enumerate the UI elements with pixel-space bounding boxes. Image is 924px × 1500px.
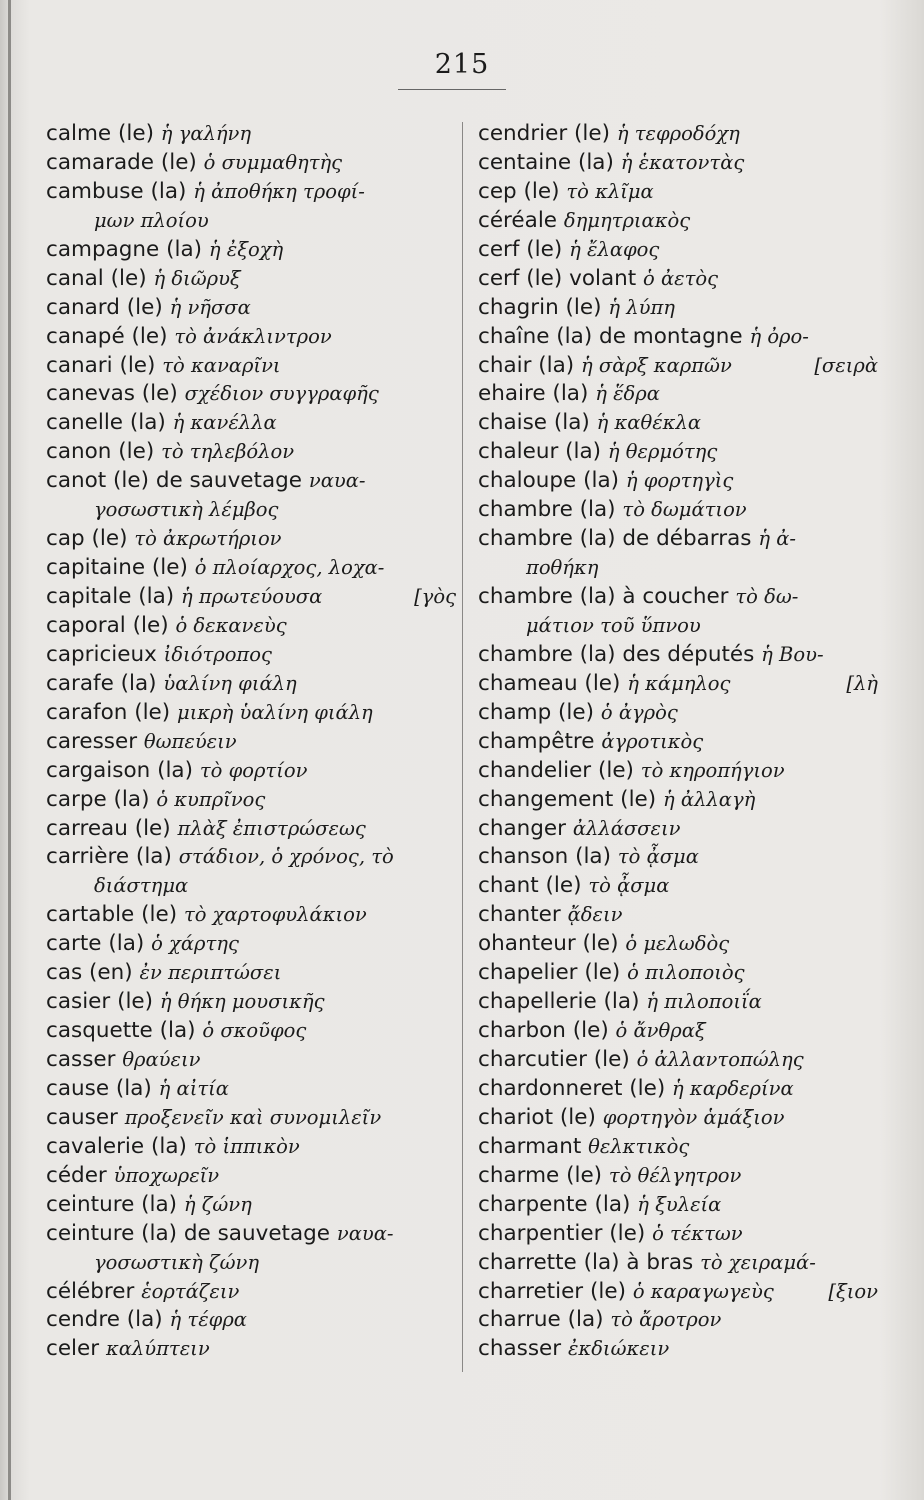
- greek-translation: ἐν περιπτώσει: [139, 961, 282, 985]
- greek-translation: ἀγροτικὸς: [601, 729, 704, 753]
- french-term: chaleur (la): [478, 439, 602, 465]
- greek-translation: ἡ ἐξοχὴ: [208, 237, 284, 261]
- greek-translation: ὁ συμμαθητὴς: [203, 150, 343, 174]
- greek-translation: ἡ διῶρυξ: [153, 266, 241, 290]
- greek-translation: ἡ σὰρξ καρπῶν: [581, 353, 732, 377]
- book-spine-shadow: [8, 0, 11, 1500]
- french-term: chambre (la) à coucher: [478, 584, 729, 609]
- header-rule: [398, 89, 506, 90]
- entry-continuation: [478, 612, 878, 641]
- french-term: chaîne (la) de montagne: [478, 323, 743, 349]
- greek-translation: ἡ καθέκλα: [596, 411, 701, 435]
- greek-translation: ἡ ξυλεία: [637, 1192, 722, 1216]
- french-term: chambre (la) des députés: [478, 641, 755, 667]
- french-term: charme (le): [478, 1162, 603, 1188]
- greek-translation: πλὰξ ἐπιστρώσεως: [177, 816, 366, 840]
- dictionary-entry: [478, 149, 878, 178]
- french-term: canari (le): [46, 352, 156, 378]
- french-term: casier (le): [46, 989, 154, 1015]
- french-term: chaloupe (la): [478, 468, 620, 494]
- dictionary-entry: [46, 901, 456, 930]
- french-term: cavalerie (la): [46, 1133, 187, 1159]
- french-term: céder: [46, 1162, 107, 1188]
- french-term: changer: [478, 815, 566, 841]
- dictionary-entry: [46, 294, 456, 323]
- french-term: canard (le): [46, 294, 163, 320]
- dictionary-entry: [478, 786, 878, 815]
- greek-translation: τὸ κηροπήγιον: [640, 758, 785, 782]
- dictionary-entry: [46, 757, 456, 786]
- french-term: chair (la): [478, 352, 575, 378]
- dictionary-entry: [46, 265, 456, 294]
- greek-translation: ἡ ἔλαφος: [569, 237, 660, 261]
- french-term: carpe (la): [46, 786, 150, 812]
- french-term: cambuse (la): [46, 178, 187, 204]
- french-term: chariot (le): [478, 1104, 596, 1130]
- greek-translation: ὁ τέκτων: [652, 1221, 743, 1245]
- greek-translation: ποθήκη: [526, 556, 599, 580]
- french-term: centaine (la): [478, 149, 614, 175]
- greek-translation: ὁ κυπρῖνος: [156, 787, 266, 811]
- french-term: chambre (la): [478, 497, 616, 523]
- greek-translation: ἡ Βου-: [761, 642, 824, 666]
- french-term: ehaire (la): [478, 381, 589, 407]
- french-term: canapé (le): [46, 323, 168, 349]
- greek-translation: ἡ τεφροδόχη: [616, 122, 740, 145]
- dictionary-entry: [478, 236, 878, 265]
- dictionary-entry: [478, 815, 878, 844]
- greek-translation: ὁ καραγωγεὺς: [632, 1279, 774, 1303]
- french-term: cep (le): [478, 178, 560, 204]
- greek-translation: ὁ πιλοποιὸς: [627, 961, 745, 985]
- dictionary-entry: [46, 641, 456, 670]
- french-term: canelle (la): [46, 410, 166, 436]
- greek-translation: ὁ σκοῦφος: [202, 1019, 307, 1043]
- greek-translation: τὸ δωμάτιον: [622, 498, 747, 522]
- dictionary-entry: [478, 1133, 878, 1162]
- entry-continuation: [46, 207, 456, 236]
- french-term: charpente (la): [478, 1191, 631, 1217]
- french-term: cerf (le) volant: [478, 265, 637, 291]
- dictionary-entry: [478, 1046, 878, 1075]
- greek-translation: ἡ κάμηλος: [627, 671, 731, 695]
- greek-translation: ὁ δεκανεὺς: [175, 613, 287, 637]
- french-term: charrette (la) à bras: [478, 1249, 694, 1275]
- greek-translation: τὸ φορτίον: [199, 758, 308, 782]
- dictionary-entry: [46, 1046, 456, 1075]
- french-term: changement (le): [478, 786, 657, 812]
- greek-translation: ὁ χάρτης: [151, 932, 239, 956]
- greek-translation: ἡ ἀποθήκη τροφί-: [193, 179, 365, 203]
- dictionary-entry: [478, 409, 878, 438]
- greek-translation: τὸ ᾆσμα: [617, 845, 699, 869]
- dictionary-entry: [46, 323, 456, 352]
- dictionary-entry: [478, 1306, 878, 1335]
- carryover-fragment: [ξιον: [828, 1279, 878, 1303]
- french-term: calme (le): [46, 121, 154, 146]
- dictionary-entry: [478, 1278, 878, 1307]
- greek-translation: ἡ τέφρα: [169, 1308, 247, 1332]
- dictionary-entry: [46, 612, 456, 641]
- dictionary-entry: [478, 467, 878, 496]
- french-term: cas (en): [46, 960, 133, 986]
- greek-translation: ᾄδειν: [567, 903, 623, 927]
- dictionary-entry: [46, 728, 456, 757]
- french-term: carafon (le): [46, 699, 171, 725]
- greek-translation: διάστημα: [94, 874, 189, 898]
- greek-translation: ἡ γαλήνη: [160, 122, 252, 145]
- french-term: casquette (la): [46, 1018, 196, 1044]
- greek-translation: τὸ δω-: [735, 585, 799, 608]
- greek-translation: θραύειν: [122, 1048, 201, 1071]
- greek-translation: ὁ ἀετὸς: [643, 266, 719, 290]
- greek-translation: ἡ καρδερίνα: [672, 1076, 794, 1100]
- entry-continuation: [46, 1249, 456, 1278]
- dictionary-entry: [478, 496, 878, 525]
- french-term: champêtre: [478, 728, 595, 754]
- greek-translation: θωπεύειν: [143, 729, 237, 753]
- carryover-fragment: [λὴ: [846, 671, 878, 695]
- french-term: carte (la): [46, 931, 145, 957]
- dictionary-entry: [478, 1017, 878, 1046]
- greek-translation: ἰδιότροπος: [163, 642, 272, 666]
- dictionary-entry: [478, 525, 878, 554]
- french-term: charcutier (le): [478, 1047, 630, 1072]
- french-term: célébrer: [46, 1278, 135, 1304]
- french-term: charbon (le): [478, 1018, 609, 1044]
- french-term: champ (le): [478, 699, 595, 725]
- dictionary-entry: [46, 1335, 456, 1364]
- dictionary-entry: [46, 1104, 456, 1133]
- dictionary-entry: [478, 1191, 878, 1220]
- french-term: cargaison (la): [46, 757, 193, 783]
- greek-translation: ἡ ζώνη: [183, 1192, 252, 1216]
- french-term: carrière (la): [46, 844, 172, 870]
- dictionary-entry: [46, 583, 456, 612]
- greek-translation: ἡ θήκη μουσικῆς: [159, 990, 325, 1014]
- dictionary-entry: [478, 1249, 878, 1278]
- greek-translation: θελκτικὸς: [588, 1134, 690, 1158]
- greek-translation: ἑορτάζειν: [141, 1279, 240, 1303]
- french-term: chaise (la): [478, 410, 590, 436]
- greek-translation: τὸ τηλεβόλον: [161, 440, 295, 464]
- greek-translation: ἡ φορτηγὶς: [625, 469, 734, 493]
- french-term: camarade (le): [46, 149, 197, 175]
- french-term: ohanteur (le): [478, 931, 619, 957]
- page-number: 215: [434, 49, 490, 80]
- french-term: chapellerie (la): [478, 989, 640, 1015]
- dictionary-entry: [46, 438, 456, 467]
- french-term: caresser: [46, 728, 138, 754]
- entry-continuation: [478, 554, 878, 583]
- dictionary-entry: [478, 265, 878, 294]
- dictionary-entry: [478, 323, 878, 352]
- greek-translation: ὁ ἀγρὸς: [600, 700, 678, 724]
- greek-translation: καλύπτειν: [105, 1337, 210, 1361]
- greek-translation: ἡ ἕδρα: [595, 382, 660, 406]
- column-divider: [462, 122, 463, 1372]
- french-term: cendrier (le): [478, 121, 611, 146]
- french-term: cendre (la): [46, 1307, 163, 1333]
- greek-translation: τὸ ἱππικὸν: [193, 1134, 300, 1158]
- greek-translation: δημητριακὸς: [563, 208, 691, 232]
- dictionary-entry: [46, 380, 456, 409]
- french-term: cerf (le): [478, 236, 563, 262]
- greek-translation: στάδιον, ὁ χρόνος, τὸ: [178, 845, 394, 869]
- greek-translation: ἡ θερμότης: [607, 440, 718, 464]
- dictionary-entry: [46, 1278, 456, 1307]
- greek-translation: ἡ ἑκατοντὰς: [620, 150, 745, 174]
- dictionary-entry: [478, 294, 878, 323]
- dictionary-entry: [478, 380, 878, 409]
- dictionary-entry: [46, 815, 456, 844]
- greek-translation: ὁ ἀλλαντοπώλης: [636, 1048, 804, 1071]
- greek-translation: τὸ ἀνάκλιντρον: [174, 324, 332, 348]
- dictionary-entry: [46, 554, 456, 583]
- dictionary-entry: [46, 1220, 456, 1249]
- greek-translation: ἡ πρωτεύουσα: [181, 585, 323, 608]
- carryover-fragment: [σειρὰ: [814, 353, 878, 377]
- french-term: charmant: [478, 1133, 582, 1159]
- french-term: caporal (le): [46, 612, 169, 638]
- greek-translation: τὸ καναρῖνι: [162, 353, 281, 377]
- dictionary-entry: [478, 699, 878, 728]
- dictionary-entry: [478, 728, 878, 757]
- dictionary-entry: [46, 1162, 456, 1191]
- greek-translation: μάτιον τοῦ ὕπνου: [526, 613, 701, 637]
- right-column: [478, 120, 878, 1364]
- french-term: canon (le): [46, 439, 155, 465]
- dictionary-entry: [46, 120, 456, 149]
- french-term: ceinture (la) de sauvetage: [46, 1220, 331, 1246]
- dictionary-entry: [478, 1220, 878, 1249]
- greek-translation: τὸ ἀκρωτήριον: [134, 527, 282, 551]
- french-term: canal (le): [46, 265, 147, 291]
- dictionary-entry: [46, 525, 456, 554]
- french-term: campagne (la): [46, 236, 203, 262]
- dictionary-entry: [478, 930, 878, 959]
- greek-translation: ναυα-: [308, 469, 366, 493]
- french-term: causer: [46, 1104, 118, 1130]
- french-term: ceinture (la): [46, 1191, 178, 1217]
- greek-translation: τὸ θέλγητρον: [608, 1163, 742, 1187]
- dictionary-entry: [46, 236, 456, 265]
- greek-translation: ναυα-: [336, 1221, 394, 1245]
- greek-translation: τὸ κλῖμα: [566, 179, 654, 203]
- greek-translation: τὸ ᾆσμα: [588, 874, 670, 898]
- french-term: celer: [46, 1336, 100, 1362]
- dictionary-entry: [478, 352, 878, 381]
- french-term: chardonneret (le): [478, 1075, 666, 1101]
- dictionary-entry: [46, 409, 456, 438]
- french-term: chagrin (le): [478, 294, 602, 320]
- entry-continuation: [46, 496, 456, 525]
- greek-translation: γοσωστικὴ λέμβος: [94, 498, 279, 522]
- dictionary-entry: [478, 959, 878, 988]
- french-term: chant (le): [478, 873, 582, 899]
- dictionary-entry: [478, 843, 878, 872]
- dictionary-entry: [478, 641, 878, 670]
- french-term: canevas (le): [46, 381, 178, 407]
- dictionary-entry: [478, 901, 878, 930]
- greek-translation: ὁ ἄνθραξ: [615, 1019, 706, 1043]
- french-term: chambre (la) de débarras: [478, 526, 752, 552]
- french-term: capitale (la): [46, 584, 175, 609]
- greek-translation: μικρὴ ὑαλίνη φιάλη: [177, 700, 373, 724]
- dictionary-entry: [46, 1133, 456, 1162]
- dictionary-entry: [46, 1017, 456, 1046]
- dictionary-entry: [478, 178, 878, 207]
- french-term: céréale: [478, 207, 558, 233]
- dictionary-entry: [46, 1191, 456, 1220]
- dictionary-entry: [478, 120, 878, 149]
- dictionary-entry: [478, 1104, 878, 1133]
- dictionary-entry: [478, 438, 878, 467]
- greek-translation: σχέδιον συγγραφῆς: [184, 382, 379, 406]
- dictionary-entry: [46, 670, 456, 699]
- greek-translation: ἡ ἀ-: [758, 527, 796, 551]
- carryover-fragment: [γὸς: [414, 585, 456, 608]
- dictionary-entry: [46, 988, 456, 1017]
- dictionary-entry: [46, 959, 456, 988]
- dictionary-entry: [478, 988, 878, 1017]
- dictionary-entry: [478, 583, 878, 612]
- left-column: [46, 120, 456, 1364]
- french-term: charrue (la): [478, 1307, 604, 1333]
- dictionary-entry: [46, 699, 456, 728]
- dictionary-entry: [46, 178, 456, 207]
- greek-translation: ἡ πιλοποιΐα: [646, 990, 762, 1014]
- french-term: chandelier (le): [478, 757, 634, 783]
- greek-translation: ὁ πλοίαρχος, λοχα-: [194, 556, 385, 580]
- greek-translation: ἡ κανέλλα: [172, 411, 277, 435]
- dictionary-entry: [46, 149, 456, 178]
- french-term: canot (le) de sauvetage: [46, 468, 302, 494]
- greek-translation: τὸ χαρτοφυλάκιον: [183, 903, 367, 927]
- greek-translation: τὸ χειραμά-: [700, 1250, 816, 1274]
- greek-translation: ἡ λύπη: [608, 295, 675, 319]
- french-term: cap (le): [46, 526, 128, 552]
- dictionary-entry: [478, 207, 878, 236]
- french-term: carreau (le): [46, 815, 171, 841]
- french-term: chapelier (le): [478, 960, 621, 986]
- dictionary-entry: [478, 670, 878, 699]
- french-term: cartable (le): [46, 902, 178, 928]
- dictionary-entry: [46, 843, 456, 872]
- entry-continuation: [46, 872, 456, 901]
- french-term: carafe (la): [46, 670, 157, 696]
- dictionary-entry: [46, 1075, 456, 1104]
- greek-translation: ὁ μελωδὸς: [625, 932, 730, 956]
- greek-translation: γοσωστικὴ ζώνη: [94, 1250, 260, 1274]
- greek-translation: ἀλλάσσειν: [572, 816, 681, 840]
- greek-translation: ἡ αἰτία: [158, 1076, 229, 1100]
- french-term: charretier (le): [478, 1278, 626, 1304]
- french-term: cause (la): [46, 1075, 152, 1101]
- dictionary-entry: [478, 757, 878, 786]
- dictionary-entry: [46, 786, 456, 815]
- greek-translation: ἡ νῆσσα: [169, 295, 251, 319]
- dictionary-entry: [478, 1075, 878, 1104]
- dictionary-entry: [478, 1335, 878, 1364]
- french-term: chanter: [478, 902, 561, 928]
- french-term: chanson (la): [478, 844, 611, 870]
- greek-translation: ὑποχωρεῖν: [113, 1163, 220, 1187]
- dictionary-entry: [46, 467, 456, 496]
- french-term: chameau (le): [478, 670, 621, 696]
- dictionary-entry: [478, 872, 878, 901]
- greek-translation: μων πλοίου: [94, 208, 209, 232]
- greek-translation: ὑαλίνη φιάλη: [163, 671, 297, 695]
- greek-translation: προξενεῖν καὶ συνομιλεῖν: [124, 1105, 382, 1129]
- dictionary-entry: [46, 352, 456, 381]
- dictionary-entry: [46, 930, 456, 959]
- french-term: capitaine (le): [46, 555, 188, 581]
- greek-translation: ἐκδιώκειν: [567, 1337, 670, 1361]
- french-term: casser: [46, 1047, 116, 1072]
- dictionary-entry: [46, 1306, 456, 1335]
- dictionary-entry: [478, 1162, 878, 1191]
- greek-translation: ἡ ἀλλαγὴ: [663, 787, 756, 811]
- greek-translation: φορτηγὸν ἁμάξιον: [602, 1105, 785, 1129]
- french-term: capricieux: [46, 641, 157, 667]
- greek-translation: τὸ ἄροτρον: [610, 1308, 722, 1332]
- french-term: charpentier (le): [478, 1220, 646, 1246]
- french-term: chasser: [478, 1336, 562, 1362]
- greek-translation: ἡ ὀρο-: [749, 324, 809, 348]
